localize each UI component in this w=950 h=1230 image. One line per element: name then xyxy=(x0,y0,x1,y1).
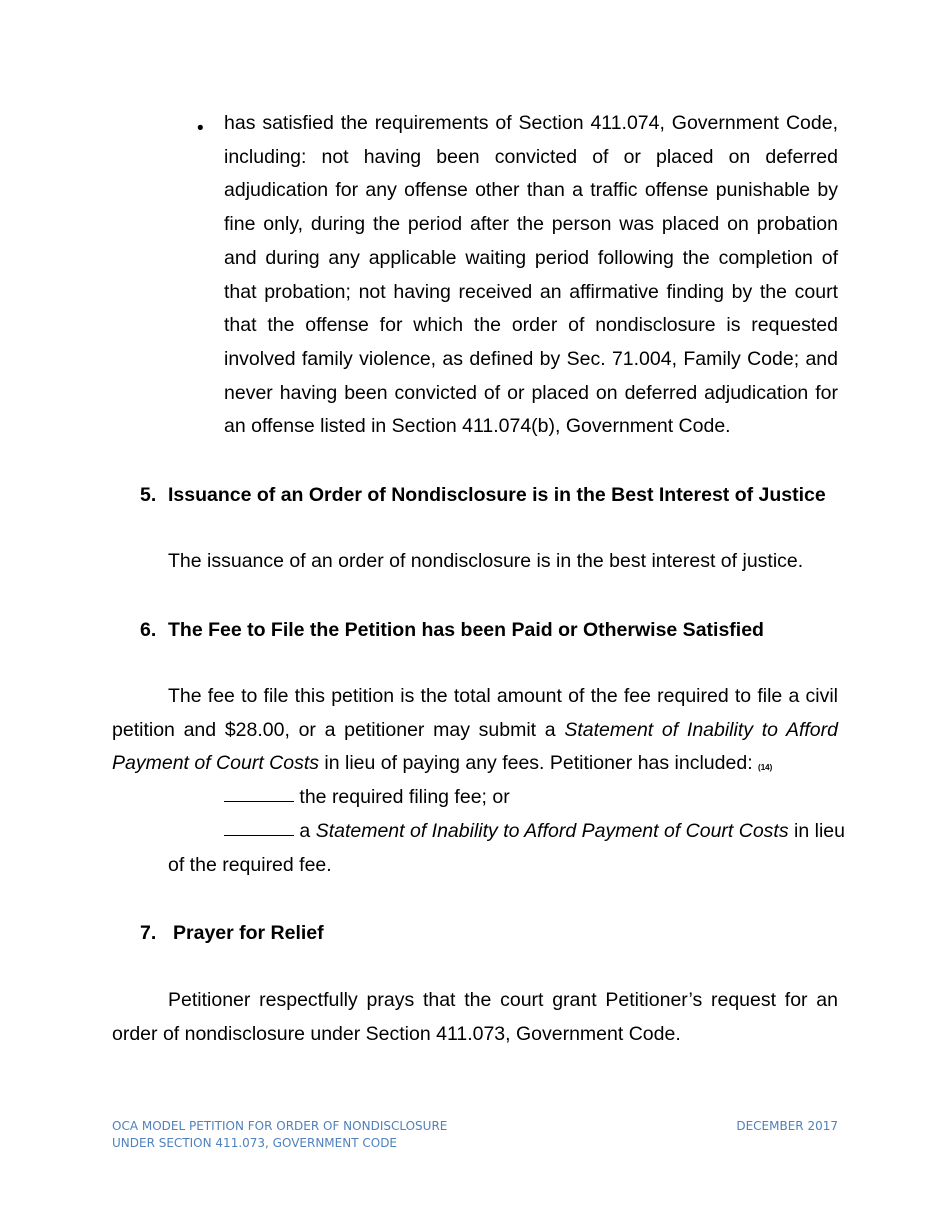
bullet-marker: • xyxy=(197,118,204,139)
section-6-body-end: in lieu of paying any fees. Petitioner has included: xyxy=(319,752,759,775)
section-5-title: Issuance of an Order of Nondisclosure is in the Best Interest of Justice xyxy=(168,484,826,506)
section-6-heading xyxy=(140,616,764,644)
fee-option-1-blank[interactable] xyxy=(224,801,294,802)
instruction-marker: (14) xyxy=(758,763,773,773)
footer-date: DECEMBER 2017 xyxy=(736,1119,838,1133)
fee-option-2-italic: Statement of Inability to Afford Payment of Court Costs xyxy=(315,820,789,842)
section-7-title: Prayer for Relief xyxy=(173,922,324,944)
section-7-number: 7. xyxy=(140,922,157,944)
fee-option-2-prefix: a xyxy=(294,820,316,842)
section-6-body-italic: Statement of Inability to Afford Payment of Court Costs xyxy=(112,718,838,775)
section-5-number: 5. xyxy=(140,484,157,506)
fee-option-2-continuation: of the required fee. xyxy=(168,854,332,876)
section-6-number: 6. xyxy=(140,619,157,641)
section-5-heading xyxy=(140,481,826,509)
footer-left xyxy=(112,1118,447,1152)
footer-left-line-2: UNDER SECTION 411.073, GOVERNMENT CODE xyxy=(112,1136,398,1150)
footer-left-line-1: OCA MODEL PETITION FOR ORDER OF NONDISCLOSURE xyxy=(112,1119,448,1133)
fee-option-2-suffix: in lieu xyxy=(788,820,845,842)
fee-option-1 xyxy=(224,781,838,815)
fee-option-1-text: the required filing fee; or xyxy=(294,786,510,808)
section-7-body: Petitioner respectfully prays that the court grant Petitioner’s request for an order of nondisclosure under Section 411.073, Government Code. xyxy=(112,989,838,1045)
fee-option-2-blank[interactable] xyxy=(224,835,294,836)
section-7-heading xyxy=(140,919,324,947)
section-6-title: The Fee to File the Petition has been Paid or Otherwise Satisfied xyxy=(168,619,764,641)
section-5-body: The issuance of an order of nondisclosure is in the best interest of justice. xyxy=(168,550,804,572)
section-6-body-start: The fee to file this petition is the total amount of the fee required to file a civil petition and $28.00, or a petitioner may submit a xyxy=(112,685,838,741)
bullet-paragraph: has satisfied the requirements of Section 411.074, Government Code, including: not having been convicted of or placed on deferred adjudication for any offense other than a traffic offense punishable by fine only, during the period after the person was placed on probation and during any applicable waiting period following the completion of that probation; not having received an affirmative finding by the court that the offense for which the order of nondisclosure is requested involved family violence, as defined by Sec. 71.004, Family Code; and never having been convicted of or placed on deferred adjudication for an offense listed in Section 411.074(b), Government Code. xyxy=(224,112,838,438)
section-6-body xyxy=(112,680,838,785)
fee-option-2 xyxy=(224,815,845,849)
